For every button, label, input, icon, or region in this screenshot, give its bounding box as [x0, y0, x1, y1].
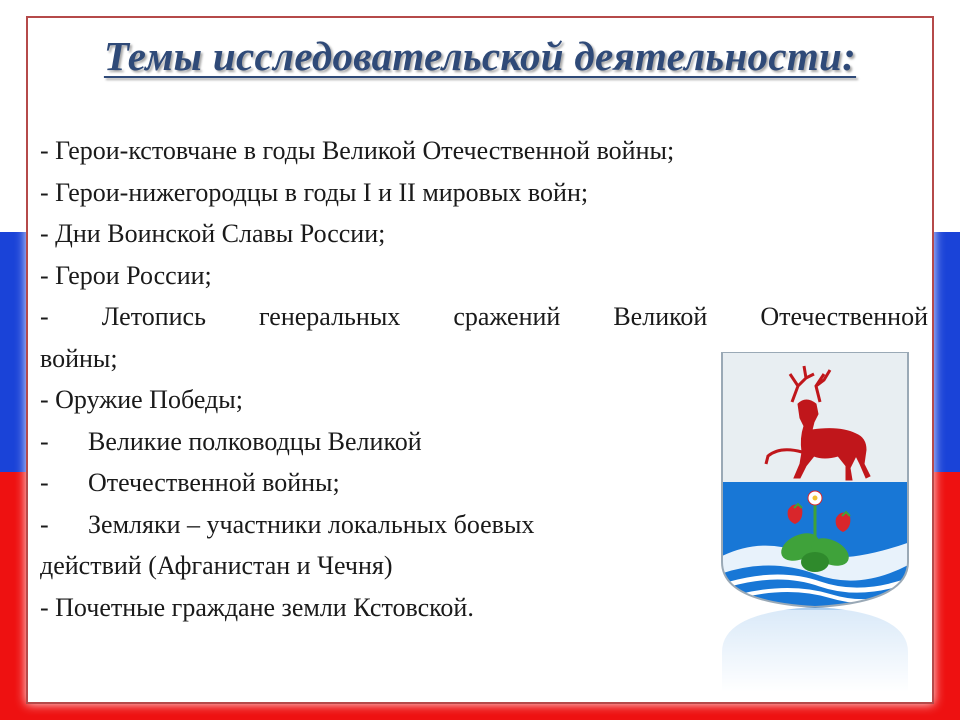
list-item: войны; [40, 343, 118, 373]
coat-of-arms-icon [720, 352, 910, 692]
shield [720, 352, 910, 612]
list-item: - Герои России; [40, 260, 212, 290]
word: Великой [613, 302, 708, 331]
word: - [40, 302, 49, 331]
list-item-text: Земляки – участники локальных боевых [88, 509, 535, 539]
list-item: - Герои-нижегородцы в годы I и II мировых войн; [40, 177, 589, 207]
bullet: - [40, 426, 49, 456]
list-item: - Герои-кстовчане в годы Великой Отечественной войны; [40, 136, 675, 165]
list-item: - Дни Воинской Славы России; [40, 219, 386, 248]
slide-title: Темы исследовательской деятельности: [103, 33, 857, 79]
list-item-text: Отечественной войны; [88, 468, 340, 497]
list-item-text: Великие полководцы Великой [88, 426, 422, 456]
list-item-justified [40, 296, 928, 338]
word: сражений [453, 302, 561, 331]
word: генеральных [258, 302, 401, 331]
bullet: - [40, 468, 49, 497]
list-item: - Оружие Победы; [40, 385, 243, 414]
bullet: - [40, 509, 49, 539]
word: Отечественной [760, 302, 928, 331]
list-item: действий (Афганистан и Чечня) [40, 551, 393, 580]
list-item: - Почетные граждане земли Кстовской. [40, 592, 474, 622]
word: Летопись [101, 302, 206, 331]
